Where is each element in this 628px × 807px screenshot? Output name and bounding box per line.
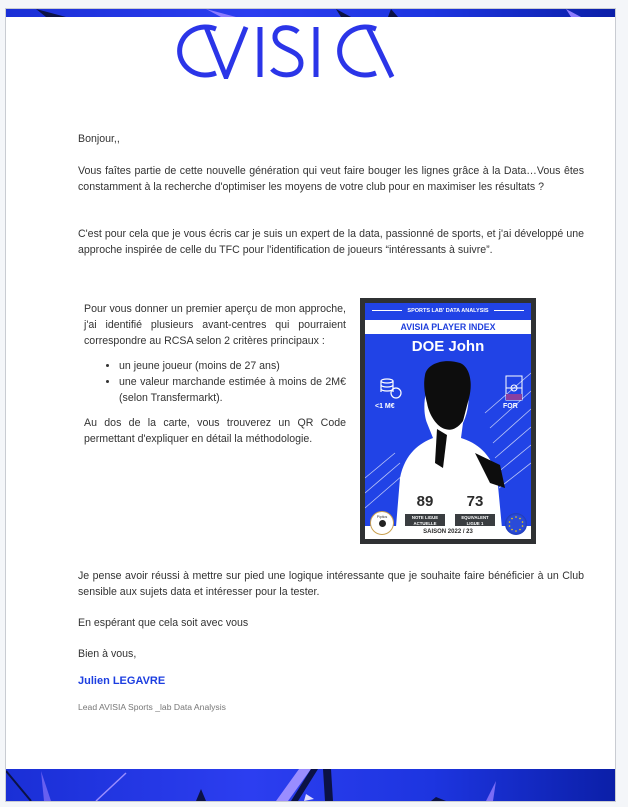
paragraph-expert: C'est pour cela que je vous écris car je suis un expert de la data, passionné de sports, et j'ai développé une approche inspirée de celle du TFC pour l'identification de joueurs “intéressants à suivre”.	[78, 228, 584, 256]
criteria-item: • un jeune joueur (moins de 27 ans)	[119, 358, 346, 374]
paragraph-hope: En espérant que cela soit avec vous	[78, 617, 249, 629]
top-banner	[6, 9, 615, 17]
score-equivalent-label: EQUIVALENT LIGUE 1	[455, 514, 495, 528]
greeting: Bonjour,,	[78, 133, 120, 145]
position: FOR	[503, 403, 518, 410]
signature-name: Julien LEGAVRE	[78, 675, 166, 687]
criteria-list	[84, 358, 346, 406]
score-current-label: NOTE LIGUE ACTUELLE	[405, 514, 445, 528]
banner-decoration	[6, 769, 615, 801]
signature-role: Lead AVISIA Sports _lab Data Analysis	[78, 702, 226, 712]
football-icon	[379, 520, 386, 527]
coins-icon	[379, 375, 403, 399]
player-card-face	[365, 303, 531, 539]
bottom-banner	[6, 769, 615, 801]
score-current: 89	[405, 490, 445, 514]
closing: Bien à vous,	[78, 648, 137, 660]
paragraph-approach: Pour vous donner un premier aperçu de mon approche, j'ai identifié plusieurs avant-centres qui pourraient correspondre au RCSA selon 2 critères principaux :	[84, 303, 346, 347]
paragraph-logic: Je pense avoir réussi à mettre sur pied une logique intéressante que je souhaite faire bénéficier à un Club sensible aux sujets data et intéresser pour la tester.	[78, 570, 584, 598]
player-card	[360, 298, 536, 544]
pitch-icon	[505, 375, 523, 401]
criteria-item: • une valeur marchande estimée à moins de 2M€ (selon Transfermarkt).	[119, 374, 346, 406]
card-index-title: AVISIA PLAYER INDEX	[365, 320, 531, 334]
banner-decoration	[6, 9, 615, 17]
approach-section	[84, 301, 346, 447]
player-name: DOE John	[411, 338, 485, 355]
eu-flag-icon	[505, 513, 527, 535]
avisia-logo	[176, 23, 446, 79]
card-header: SPORTS LAB' DATA ANALYSIS	[365, 308, 531, 314]
club-badge: Pipitos	[370, 511, 394, 535]
paragraph-qr: Au dos de la carte, vous trouverez un QR Code permettant d'expliquer en détail la méthodologie.	[84, 417, 346, 445]
season: SAISON 2022 / 23	[423, 529, 473, 535]
paragraph-intro: Vous faîtes partie de cette nouvelle génération qui veut faire bouger les lignes grâce à la Data…Vous êtes constamment à la recherche d'optimiser les moyens de votre club pour en maximiser les résultats ?	[78, 165, 584, 193]
letter-page	[5, 8, 616, 802]
score-equivalent: 73	[455, 490, 495, 514]
market-value: <1 M€	[375, 403, 395, 410]
